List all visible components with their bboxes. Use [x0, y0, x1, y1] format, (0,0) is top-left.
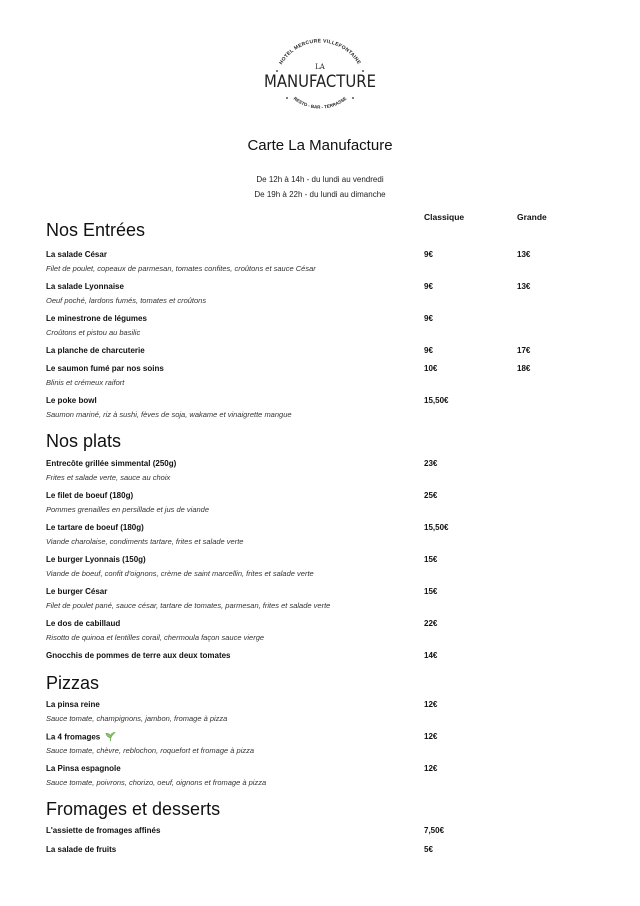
- menu-item-name: Le minestrone de légumes: [46, 314, 147, 323]
- menu-item-name: Le tartare de boeuf (180g): [46, 523, 144, 532]
- menu-item-name: Le burger Lyonnais (150g): [46, 555, 146, 564]
- section-title-pizzas: Pizzas: [46, 673, 100, 693]
- menu-item-name: La pinsa reine: [46, 700, 100, 709]
- menu-item-name: Le dos de cabillaud: [46, 619, 121, 628]
- menu-item-price-grande: 18€: [517, 364, 531, 373]
- logo-la-text: LA: [315, 63, 325, 71]
- logo-top-arc-text: HOTEL MERCURE VILLEFONTAINE: [278, 38, 362, 66]
- column-header-classique: Classique: [424, 212, 465, 222]
- menu-item-price-classique: 14€: [424, 651, 438, 660]
- menu-item-description: Croûtons et pistou au basilic: [46, 328, 141, 337]
- menu-item-name: Le poke bowl: [46, 396, 97, 405]
- menu-item-description: Filet de poulet, copeaux de parmesan, tomates confites, croûtons et sauce César: [46, 264, 316, 273]
- menu-item-description: Filet de poulet pané, sauce césar, tartare de tomates, parmesan, frites et salade verte: [46, 601, 331, 610]
- menu-item-description: Oeuf poché, lardons fumés, tomates et croûtons: [46, 296, 207, 305]
- menu-item-description: Frites et salade verte, sauce au choix: [46, 473, 171, 482]
- menu-item-price-classique: 23€: [424, 459, 438, 468]
- opening-hours-weekend: De 19h à 22h - du lundi au dimanche: [254, 190, 386, 199]
- menu-item-price-classique: 15,50€: [424, 396, 449, 405]
- menu-item-price-classique: 15€: [424, 555, 438, 564]
- page-title: Carte La Manufacture: [247, 137, 393, 154]
- menu-item-row: [46, 731, 116, 744]
- menu-item-price-classique: 10€: [424, 364, 438, 373]
- menu-item-name: Entrecôte grillée simmental (250g): [46, 459, 177, 468]
- menu-item-name: Le filet de boeuf (180g): [46, 491, 134, 500]
- menu-item-name: La salade Lyonnaise: [46, 282, 124, 291]
- menu-item-price-classique: 9€: [424, 250, 433, 259]
- menu-item-name: La salade César: [46, 250, 107, 259]
- menu-item-name: Le saumon fumé par nos soins: [46, 364, 164, 373]
- logo-bottom-arc-text: RESTO - BAR - TERRASSE: [292, 95, 348, 110]
- menu-item-description: Risotto de quinoa et lentilles corail, chermoula façon sauce vierge: [46, 633, 265, 642]
- menu-item-description: Saumon mariné, riz à sushi, fèves de soja, wakame et vinaigrette mangue: [46, 410, 292, 419]
- menu-item-price-classique: 9€: [424, 346, 433, 355]
- menu-item-name: Gnocchis de pommes de terre aux deux tomates: [46, 651, 231, 660]
- logo-name-text: MANUFACTURE: [264, 72, 376, 92]
- menu-item-name: La Pinsa espagnole: [46, 764, 121, 773]
- column-header-grande: Grande: [517, 212, 547, 222]
- menu-item-price-classique: 7,50€: [424, 826, 445, 835]
- menu-item-price-classique: 22€: [424, 619, 438, 628]
- menu-item-price-classique: 25€: [424, 491, 438, 500]
- section-title-plats: Nos plats: [46, 431, 122, 451]
- menu-item-price-classique: 9€: [424, 282, 433, 291]
- menu-item-price-classique: 12€: [424, 732, 438, 741]
- section-title-entrees: Nos Entrées: [46, 220, 146, 240]
- menu-item-price-grande: 17€: [517, 346, 531, 355]
- menu-item-name: La salade de fruits: [46, 845, 117, 854]
- menu-item-price-classique: 12€: [424, 700, 438, 709]
- menu-item-description: Sauce tomate, poivrons, chorizo, oeuf, oignons et fromage à pizza: [46, 778, 267, 787]
- menu-item-name: La 4 fromages: [46, 732, 101, 742]
- menu-item-name: La planche de charcuterie: [46, 346, 145, 355]
- menu-item-name: Le burger César: [46, 587, 108, 596]
- menu-item-price-classique: 5€: [424, 845, 433, 854]
- menu-item-price-classique: 9€: [424, 314, 433, 323]
- menu-item-description: Pommes grenailles en persillade et jus de viande: [46, 505, 210, 514]
- opening-hours-weekday: De 12h à 14h - du lundi au vendredi: [256, 175, 384, 184]
- logo-emblem: [255, 38, 385, 120]
- menu-item-description: Sauce tomate, chèvre, reblochon, roquefort et fromage à pizza: [46, 746, 255, 755]
- menu-item-description: Sauce tomate, champignons, jambon, fromage à pizza: [46, 714, 228, 723]
- menu-item-price-classique: 15€: [424, 587, 438, 596]
- menu-item-description: Blinis et crémeux raifort: [46, 378, 125, 387]
- menu-item-name: L'assiette de fromages affinés: [46, 826, 161, 835]
- menu-item-price-classique: 12€: [424, 764, 438, 773]
- menu-item-description: Viande charolaise, condiments tartare, frites et salade verte: [46, 537, 244, 546]
- menu-item-description: Viande de boeuf, confit d'oignons, crème de saint marcellin, frites et salade verte: [46, 569, 314, 578]
- restaurant-logo: [255, 38, 385, 120]
- menu-item-price-classique: 15,50€: [424, 523, 449, 532]
- menu-item-price-grande: 13€: [517, 250, 531, 259]
- vegetarian-leaf-icon: [105, 731, 116, 744]
- menu-item-price-grande: 13€: [517, 282, 531, 291]
- section-title-desserts: Fromages et desserts: [46, 799, 221, 819]
